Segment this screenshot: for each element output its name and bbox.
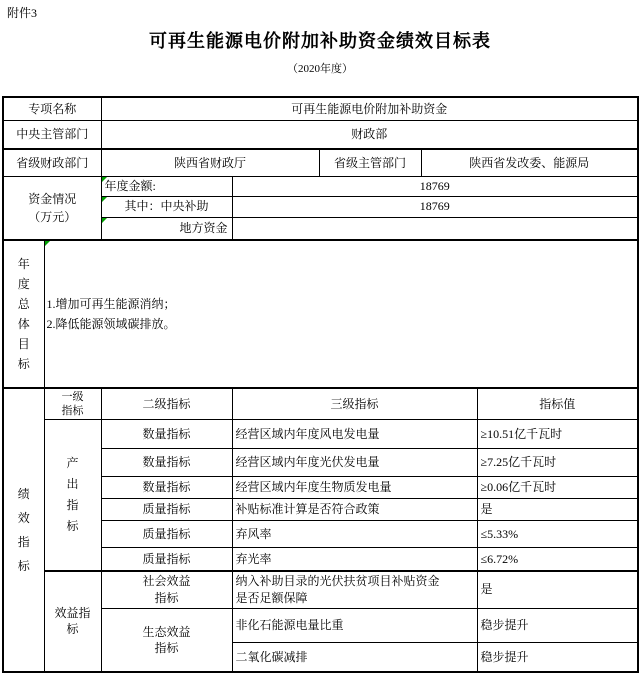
indicator-value: ≥10.51亿千瓦时 bbox=[477, 420, 638, 449]
table-row bbox=[3, 420, 638, 449]
header-level3: 三级指标 bbox=[232, 388, 477, 420]
prov-finance-value: 陕西省财政厅 bbox=[101, 149, 319, 176]
indicator-value: ≤5.33% bbox=[477, 521, 638, 548]
indicator-level3: 经营区域内年度光伏发电量 bbox=[232, 449, 477, 477]
table-row bbox=[3, 388, 638, 420]
funds-local-label: 地方资金 bbox=[101, 217, 232, 240]
table-row bbox=[3, 571, 638, 609]
indicator-level3: 弃光率 bbox=[232, 548, 477, 571]
indicator-level2: 数量指标 bbox=[101, 449, 232, 477]
prov-finance-label: 省级财政部门 bbox=[3, 149, 101, 176]
annual-goal-content: 1.增加可再生能源消纳； 2.降低能源领域碳排放。 bbox=[44, 240, 638, 388]
funds-local-value bbox=[232, 217, 638, 240]
page-title: 可再生能源电价附加补助资金绩效目标表 bbox=[149, 31, 491, 51]
table-row bbox=[3, 97, 638, 120]
header-level1: 一级 指标 bbox=[44, 388, 101, 420]
page-subtitle: （2020年度） bbox=[287, 63, 353, 75]
funds-annual-label: 年度金额: bbox=[101, 176, 232, 196]
funds-central-value: 18769 bbox=[232, 196, 638, 217]
indicator-level2: 数量指标 bbox=[101, 420, 232, 449]
indicator-value: 是 bbox=[477, 571, 638, 609]
indicator-level2: 质量指标 bbox=[101, 548, 232, 571]
target-table bbox=[2, 96, 639, 673]
group-output-label: 产 出 指 标 bbox=[44, 420, 101, 571]
indicator-level3: 经营区域内年度生物质发电量 bbox=[232, 477, 477, 499]
indicator-value: ≤6.72% bbox=[477, 548, 638, 571]
group-benefit-label: 效益指 标 bbox=[44, 571, 101, 673]
central-dept-label: 中央主管部门 bbox=[3, 120, 101, 149]
prov-dept-label: 省级主管部门 bbox=[319, 149, 421, 176]
annual-goal-label: 年 度 总 体 目 标 bbox=[3, 240, 44, 388]
header-value: 指标值 bbox=[477, 388, 638, 420]
indicator-value: 是 bbox=[477, 499, 638, 521]
indicator-level3: 二氧化碳减排 bbox=[232, 642, 477, 672]
indicator-level3: 补贴标准计算是否符合政策 bbox=[232, 499, 477, 521]
indicator-value: ≥7.25亿千瓦时 bbox=[477, 449, 638, 477]
indicator-level2: 社会效益 指标 bbox=[101, 571, 232, 609]
performance-indicators-label: 绩 效 指 标 bbox=[3, 388, 44, 672]
indicator-level2: 生态效益 指标 bbox=[101, 608, 232, 672]
central-dept-value: 财政部 bbox=[101, 120, 638, 149]
table-row bbox=[3, 120, 638, 149]
indicator-level2: 质量指标 bbox=[101, 521, 232, 548]
indicator-value: ≥0.06亿千瓦时 bbox=[477, 477, 638, 499]
table-row bbox=[3, 240, 638, 388]
indicator-value: 稳步提升 bbox=[477, 608, 638, 642]
special-name-label: 专项名称 bbox=[3, 97, 101, 120]
indicator-value: 稳步提升 bbox=[477, 642, 638, 672]
indicator-level3: 纳入补助目录的光伏扶贫项目补贴资金 是否足额保障 bbox=[232, 571, 477, 609]
attachment-label: 附件3 bbox=[7, 6, 38, 20]
prov-dept-value: 陕西省发改委、能源局 bbox=[421, 149, 638, 176]
indicator-level2: 质量指标 bbox=[101, 499, 232, 521]
funds-central-label: 其中：中央补助 bbox=[101, 196, 232, 217]
indicator-level3: 经营区域内年度风电发电量 bbox=[232, 420, 477, 449]
indicator-level3: 弃风率 bbox=[232, 521, 477, 548]
special-name-value: 可再生能源电价附加补助资金 bbox=[101, 97, 638, 120]
indicator-level3: 非化石能源电量比重 bbox=[232, 608, 477, 642]
funds-label: 资金情况 （万元） bbox=[3, 176, 101, 240]
table-row bbox=[3, 176, 638, 196]
indicator-level2: 数量指标 bbox=[101, 477, 232, 499]
funds-annual-value: 18769 bbox=[232, 176, 638, 196]
header-level2: 二级指标 bbox=[101, 388, 232, 420]
table-row bbox=[3, 149, 638, 176]
